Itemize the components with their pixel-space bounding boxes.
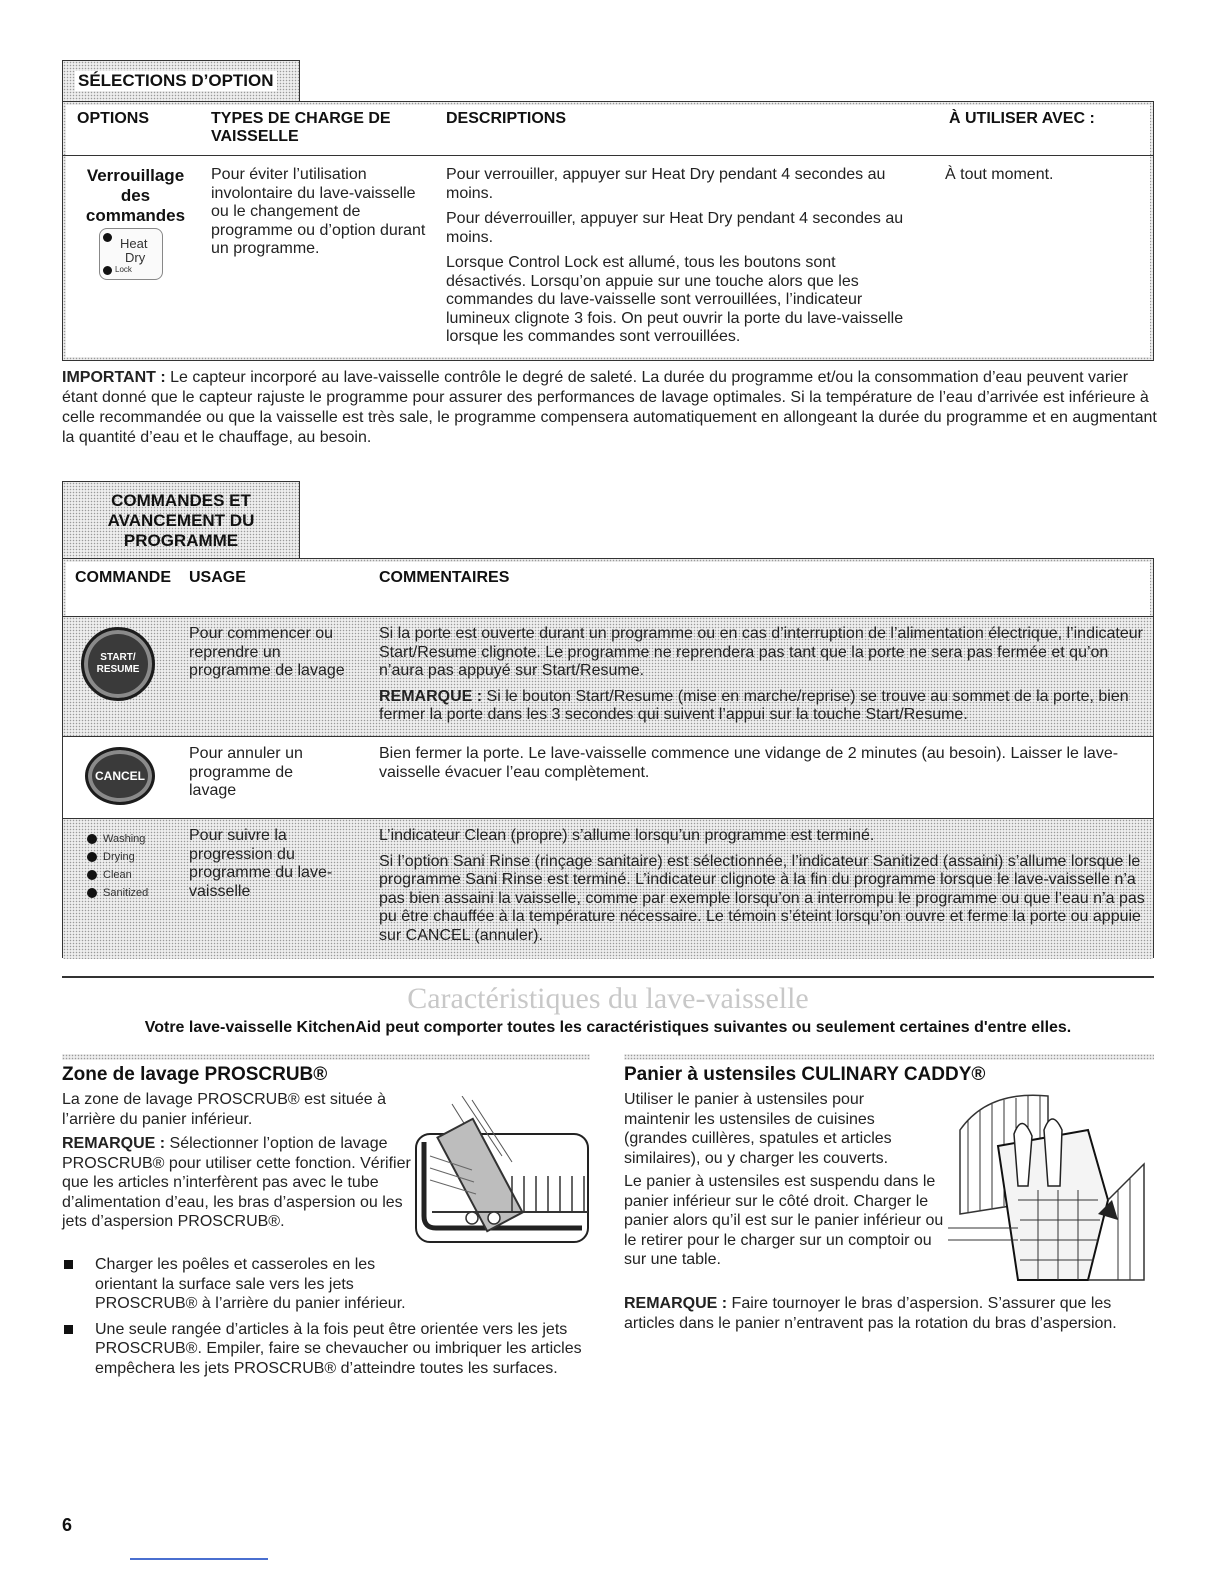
proscrub-bullet-1 [62, 1255, 592, 1314]
caddy-heading: Panier à ustensiles CULINARY CADDY® [624, 1064, 986, 1085]
legend-drying-label: Drying [103, 851, 135, 863]
start-resume-comments [379, 625, 1149, 732]
important-text: Le capteur incorporé au lave-vaisselle contrôle le degré de saleté. La durée du programme et/ou la consommation d’eau peuvent varier étant donné que le capteur rajuste le programme pour assurer des performances de lavage optimales. Si la température de l’eau d’arrivée est inférieure à celle recommandée ou que la vaisselle est très sale, le programme compensera automatiquement en allongeant la durée du programme et en augmentant la quantité d’eau et le chauffage, au besoin. [62, 369, 1157, 446]
progress-comments [379, 827, 1149, 952]
options-table-title-tab [62, 60, 300, 102]
proscrub-note-text: Sélectionner l’option de lavage PROSCRUB® pour utiliser cette fonction. Vérifier que les articles n’interfèrent pas avec le tube d’alimentation d’eau, les bras d’aspersion ou les jets d’aspersion PROSCRUB®. [62, 1135, 411, 1230]
caddy-rule [624, 1054, 1154, 1060]
command-row-start-resume [63, 617, 1153, 737]
progress-comment-sanitized: Si l’option Sani Rinse (rinçage sanitaire) est sélectionnée, l’indicateur Sanitized (assaini) s’allume lorsque le programme Sani Rinse est terminé. L’indicateur clignote à la fin du programme lorsque le lave-vaisselle n’a pas bien assaini la vaisselle, comme par exemple lorsqu’on a interrompu le programme ou que l’eau n’a pas pu être chauffée à la température nécessaire. Le témoin s’éteint lorsqu’on ouvre et ferme la porte ou appuie sur CANCEL (annuler). [379, 852, 1145, 944]
caddy-note [624, 1294, 1150, 1333]
command-row-progress [63, 819, 1153, 959]
start-resume-button [81, 627, 155, 701]
clean-light-icon [87, 870, 97, 880]
proscrub-bullet-1-text: Charger les poêles et casseroles en les orientant la surface sale vers les jets PROSCRUB® à l’arrière du panier inférieur. [95, 1256, 406, 1312]
proscrub-bullet-2 [62, 1320, 592, 1379]
heat-label: Heat [120, 236, 148, 251]
footer-rule [130, 1558, 268, 1560]
cancel-comment: Bien fermer la porte. Le lave-vaisselle commence une vidange de 2 minutes (au besoin). Laisser le lave-vaisselle évacuer l’eau complètement. [379, 745, 1119, 781]
proscrub-note-label: REMARQUE : [62, 1135, 166, 1152]
important-label: IMPORTANT : [62, 369, 166, 386]
important-paragraph [62, 368, 1158, 448]
legend-sanitized-label: Sanitized [103, 887, 149, 899]
proscrub-note [62, 1134, 412, 1232]
commands-table-title-tab [62, 481, 300, 559]
progress-usage: Pour suivre la progression du programme du lave-vaisselle [189, 827, 333, 900]
resume-label: RESUME [96, 664, 140, 675]
start-resume-note [379, 688, 1149, 725]
legend-clean-label: Clean [103, 869, 132, 881]
options-table [62, 101, 1154, 361]
cancel-label: CANCEL [95, 769, 145, 783]
legend-washing [87, 830, 148, 848]
options-header-row [63, 102, 1153, 156]
drying-light-icon [87, 852, 97, 862]
commands-header-frame [63, 559, 1153, 617]
legend-clean [87, 866, 148, 884]
option-load-type: Pour éviter l’utilisation involontaire du lave-vaisselle ou le changement de programme ou d’option durant un programme. [211, 166, 426, 257]
caddy-p2: Le panier à ustensiles est suspendu dans le panier inférieur sur le côté droit. Charger le panier alors qu’il est sur le panier inférieur ou le retirer pour le charger sur un comptoir ou sur une table. [624, 1173, 944, 1268]
options-table-title: SÉLECTIONS D’OPTION [75, 71, 277, 91]
lock-indicator-dot [103, 266, 112, 275]
commands-table-title [63, 491, 299, 551]
lock-label: Lock [115, 265, 132, 274]
header-descriptions: DESCRIPTIONS [446, 110, 567, 127]
commands-title-line-2: AVANCEMENT DU [107, 511, 255, 530]
description-unlock: Pour déverrouiller, appuyer sur Heat Dry pendant 4 secondes au moins. [446, 210, 904, 246]
features-title: Caractéristiques du lave-vaisselle [407, 982, 809, 1015]
header-usage: USAGE [189, 569, 246, 586]
bullet-icon [64, 1260, 73, 1269]
option-descriptions [446, 166, 916, 354]
start-resume-note-text: Si le bouton Start/Resume (mise en marche/reprise) se trouve au sommet de la porte, bien fermer la porte dans les 3 secondes qui suivent l’appui sur la touche Start/Resume. [379, 687, 1129, 723]
proscrub-intro: La zone de lavage PROSCRUB® est située à l’arrière du panier inférieur. [62, 1091, 386, 1128]
description-lock: Pour verrouiller, appuyer sur Heat Dry pendant 4 secondes au moins. [446, 166, 886, 202]
sanitized-light-icon [87, 888, 97, 898]
start-label: START/ [100, 652, 136, 663]
caddy-p1: Utiliser le panier à ustensiles pour maintenir les ustensiles de cuisines (grandes cuillères, spatules et articles similaires), ou y charger les couverts. [624, 1091, 892, 1167]
progress-comment-clean: L’indicateur Clean (propre) s’allume lorsqu’un programme est terminé. [379, 827, 875, 844]
start-resume-usage: Pour commencer ou reprendre un programme de lavage [189, 625, 345, 679]
cancel-usage: Pour annuler un programme de lavage [189, 745, 303, 799]
heat-dry-lock-button [99, 228, 163, 280]
proscrub-heading: Zone de lavage PROSCRUB® [62, 1064, 328, 1085]
header-options: OPTIONS [77, 110, 150, 127]
caddy-note-text: Faire tournoyer le bras d’aspersion. S’assurer que les articles dans le panier n’entravent pas la rotation du bras d’aspersion. [624, 1295, 1117, 1332]
legend-washing-label: Washing [103, 833, 146, 845]
start-resume-comment: Si la porte est ouverte durant un programme ou en cas d’interruption de l’alimentation électrique, l’indicateur Start/Resume clignote. Le programme ne reprendera pas tant que la porte ne sera pas fermée et qu’on n’aura pas appuyé sur Start/Resume. [379, 625, 1143, 679]
proscrub-bullet-2-text: Une seule rangée d’articles à la fois peut être orientée vers les jets PROSCRUB®. Empiler, faire se chevaucher ou imbriquer les articles empêchera les jets PROSCRUB® d’atteindre toutes les surfaces. [95, 1320, 582, 1377]
description-control-lock: Lorsque Control Lock est allumé, tous les boutons sont désactivés. Lorsqu’on appuie sur une touche alors que les commandes du lave-vaisselle sont verrouillées, l’indicateur lumineux clignote 3 fois. On peut ouvrir la porte du lave-vaisselle lorsque les commandes sont verrouillées. [446, 254, 904, 345]
commands-title-line-1: COMMANDES ET [111, 491, 251, 510]
commands-table [62, 558, 1154, 958]
washing-light-icon [87, 834, 97, 844]
header-load-types: TYPES DE CHARGE DE VAISSELLE [211, 110, 391, 145]
cancel-button [85, 747, 155, 805]
dry-label: Dry [125, 250, 146, 265]
header-comments: COMMENTAIRES [379, 569, 510, 586]
start-resume-note-label: REMARQUE : [379, 687, 483, 705]
status-legend [87, 830, 148, 902]
legend-sanitized [87, 884, 148, 902]
legend-drying [87, 848, 148, 866]
caddy-note-label: REMARQUE : [624, 1295, 728, 1312]
heat-indicator-dot [103, 233, 112, 242]
option-name: Verrouillage des commandes [85, 166, 186, 225]
header-use-with: À UTILISER AVEC : [949, 110, 1095, 127]
header-command: COMMANDE [75, 569, 171, 586]
features-divider [62, 976, 1154, 978]
culinary-caddy-illustration [948, 1090, 1148, 1284]
commands-title-line-3: PROGRAMME [123, 531, 239, 550]
proscrub-illustration [412, 1096, 592, 1246]
proscrub-bullets [62, 1255, 592, 1384]
option-use-with: À tout moment. [945, 166, 1054, 183]
page-number: 6 [62, 1515, 73, 1535]
command-row-cancel [63, 737, 1153, 819]
proscrub-rule [62, 1054, 590, 1060]
bullet-icon [64, 1325, 73, 1334]
features-subtitle: Votre lave-vaisselle KitchenAid peut comporter toutes les caractéristiques suivantes ou seulement certaines d'entre elles. [144, 1019, 1072, 1036]
